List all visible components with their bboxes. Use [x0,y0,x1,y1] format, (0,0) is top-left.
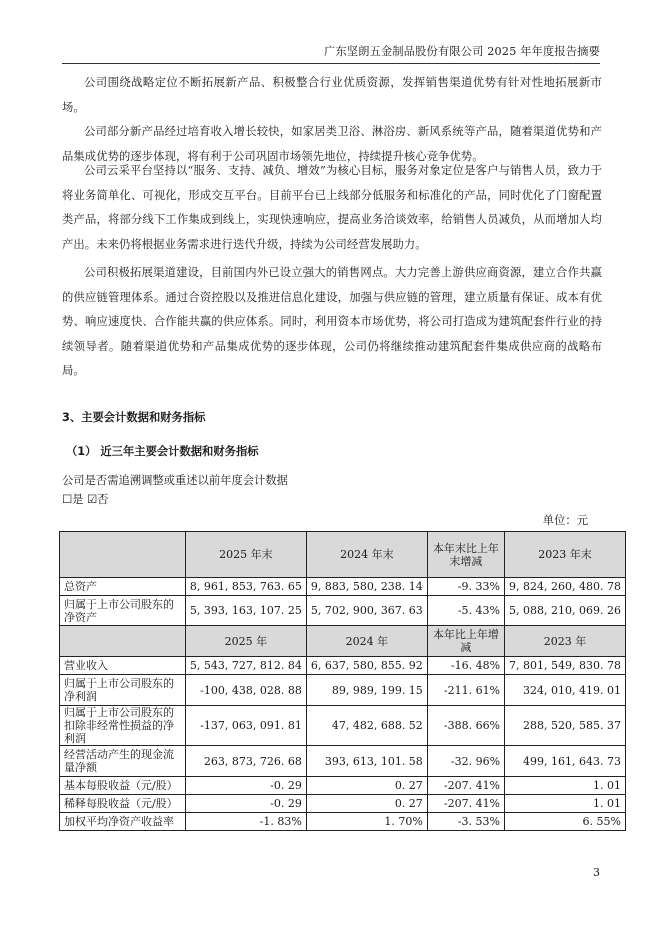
header-divider [62,63,600,64]
table-cell: 8, 961, 853, 763. 65 [185,578,306,596]
table-cell: 1. 01 [505,777,626,795]
restatement-question: 公司是否需追溯调整或重述以前年度会计数据 [62,474,288,487]
table-cell: 9, 883, 580, 238. 14 [306,578,427,596]
table-header-cell: 2024 年 [306,626,427,657]
table-header-cell: 本年末比上年末增减 [427,532,504,578]
row-label: 加权平均净资产收益率 [60,813,186,831]
table-cell: -0. 29 [185,795,306,813]
table-cell: 324, 010, 419. 01 [505,675,626,706]
report-header-title: 广东坚朗五金制品股份有限公司 2025 年年度报告摘要 [324,45,600,58]
table-header-row [60,532,626,578]
paragraph-new-products: 公司部分新产品经过培育收入增长较快，如家居类卫浴、淋浴房、新风系统等产品，随着渠道优势和产品集成优势的逐步体现，将有利于公司巩固市场领先地位，持续提升核心竞争优势。 [62,125,602,163]
table-cell: 0. 27 [306,795,427,813]
table-cell: -32. 96% [427,746,504,777]
financial-table [59,531,626,831]
table-cell: -100, 438, 028. 88 [185,675,306,706]
table-cell: -3. 53% [427,813,504,831]
page-number: 3 [593,866,600,879]
table-cell: -388. 66% [427,706,504,746]
table-header-row [60,626,626,657]
table-header-cell: 2025 年末 [185,532,306,578]
table-cell: -1. 83% [185,813,306,831]
table-cell: -9. 33% [427,578,504,596]
table-cell: 288, 520, 585. 37 [505,706,626,746]
row-label: 基本每股收益（元/股） [60,777,186,795]
table-cell: -137, 063, 091. 81 [185,706,306,746]
table-header-cell: 本年比上年增减 [427,626,504,657]
table-header-cell: 2023 年末 [505,532,626,578]
table-cell: 5, 702, 900, 367. 63 [306,596,427,626]
table-header-cell: 2025 年 [185,626,306,657]
table-cell: -211. 61% [427,675,504,706]
table-row [60,795,626,813]
table-cell: -207. 41% [427,777,504,795]
table-row [60,596,626,626]
table-row [60,578,626,596]
table-cell: -207. 41% [427,795,504,813]
row-label: 归属于上市公司股东的扣除非经常性损益的净利润 [60,706,186,746]
row-label: 总资产 [60,578,186,596]
table-cell: 89, 989, 199. 15 [306,675,427,706]
table-cell: 499, 161, 643. 73 [505,746,626,777]
table-row [60,675,626,706]
paragraph-cloud-platform: 公司云采平台坚持以“服务、支持、减负、增效”为核心目标，服务对象定位是客户与销售人员，致力于将业务简单化、可视化，形成交互平台。目前平台已上线部分低服务和标准化的产品，同时优化了门窗配置类产品，将部分线下工作集成到线上，实现快速响应，提高业务洽谈效率，给销售人员减负，从而增加人均产出。未来仍将根据业务需求进行迭代升级，持续为公司经营发展助力。 [62,164,602,251]
row-label: 营业收入 [60,657,186,675]
row-label: 稀释每股收益（元/股） [60,795,186,813]
unit-label: 单位：元 [542,514,588,527]
table-cell: 5, 543, 727, 812. 84 [185,657,306,675]
table-cell: 0. 27 [306,777,427,795]
paragraph-channel-building: 公司积极拓展渠道建设，目前国内外已设立强大的销售网点。大力完善上游供应商资源，建立合作共赢的供应链管理体系。通过合资控股以及推进信息化建设，加强与供应链的管理，建立质量有保证、成本有优势、响应速度快、合作能共赢的供应体系。同时，利用资本市场优势，将公司打造成为建筑配套件行业的持续领导者。随着渠道优势和产品集成优势的逐步体现，公司仍将继续推动建筑配套件集成供应商的战略布局。 [62,266,602,378]
table-cell: -16. 48% [427,657,504,675]
table-cell: 6, 637, 580, 855. 92 [306,657,427,675]
paragraph-strategy: 公司围绕战略定位不断拓展新产品、积极整合行业优质资源，发挥销售渠道优势有针对性地拓展新市场。 [62,76,602,114]
section-subheading: （1） 近三年主要会计数据和财务指标 [66,445,259,458]
table-cell: 1. 70% [306,813,427,831]
row-label: 归属于上市公司股东的净资产 [60,596,186,626]
table-cell: 5, 088, 210, 069. 26 [505,596,626,626]
table-cell: -0. 29 [185,777,306,795]
table-row [60,813,626,831]
row-label: 归属于上市公司股东的净利润 [60,675,186,706]
table-row [60,746,626,777]
table-row [60,657,626,675]
table-row [60,706,626,746]
table-row [60,777,626,795]
table-cell: -5. 43% [427,596,504,626]
table-header-empty [60,532,186,578]
table-cell: 7, 801, 549, 830. 78 [505,657,626,675]
table-header-cell: 2023 年 [505,626,626,657]
table-header-empty [60,626,186,657]
table-cell: 9, 824, 260, 480. 78 [505,578,626,596]
table-cell: 1. 01 [505,795,626,813]
section-heading: 3、主要会计数据和财务指标 [62,411,206,424]
table-cell: 6. 55% [505,813,626,831]
table-cell: 47, 482, 688. 52 [306,706,427,746]
restatement-options: ☐是 ☑否 [62,493,109,506]
row-label: 经营活动产生的现金流量净额 [60,746,186,777]
table-header-cell: 2024 年末 [306,532,427,578]
table-cell: 5, 393, 163, 107. 25 [185,596,306,626]
table-cell: 393, 613, 101. 58 [306,746,427,777]
table-cell: 263, 873, 726. 68 [185,746,306,777]
